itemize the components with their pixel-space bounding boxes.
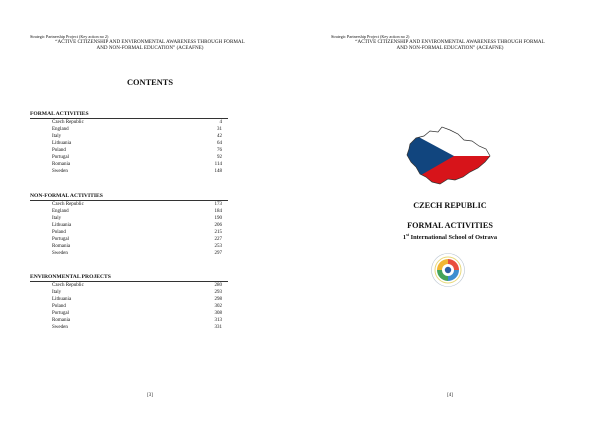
toc-row[interactable] xyxy=(52,318,222,324)
toc-entry-name: Portugal xyxy=(52,311,69,316)
toc-entry-name: England xyxy=(52,127,69,132)
toc-entry-name: Italy xyxy=(52,134,62,139)
toc-entry-page: 190 xyxy=(214,216,222,221)
toc-row[interactable] xyxy=(52,134,222,140)
toc-row[interactable] xyxy=(52,325,222,331)
toc-entry-page: 114 xyxy=(214,162,222,167)
toc-entry-page: 148 xyxy=(214,169,222,174)
contents-title: CONTENTS xyxy=(126,78,174,87)
right-page xyxy=(300,0,600,424)
header-project-title-1: “ACTIVE CITIZENSHIP AND ENVIRONMENTAL AWARENESS THROUGH FORMAL xyxy=(55,39,245,45)
school-name: International School of Ostrava xyxy=(410,234,498,242)
school-logo-image xyxy=(430,252,466,288)
toc-section-title: NON-FORMAL ACTIVITIES xyxy=(30,193,103,199)
toc-entry-name: Sweden xyxy=(52,325,68,330)
school-ordinal-suffix: st xyxy=(406,232,410,237)
toc-entry-name: Czech Republic xyxy=(52,283,84,288)
toc-entry-name: Romania xyxy=(52,244,71,249)
toc-entry-page: 92 xyxy=(217,155,222,160)
czech-map-flag-image xyxy=(402,122,492,190)
header-project-title-2: AND NON-FORMAL EDUCATION” (ACEAFNE) xyxy=(396,45,504,51)
toc-entry-name: England xyxy=(52,209,69,214)
toc-entry-name: Sweden xyxy=(52,251,68,256)
toc-row[interactable] xyxy=(52,311,222,317)
toc-entry-name: Italy xyxy=(52,216,62,221)
toc-entry-page: 298 xyxy=(214,297,222,302)
toc-entry-page: 308 xyxy=(214,311,222,316)
toc-row[interactable] xyxy=(52,304,222,310)
toc-row[interactable] xyxy=(52,251,222,257)
header-project-type: Strategic Partnership Project (Key action no 2) xyxy=(30,34,109,39)
toc-entry-name: Poland xyxy=(52,304,66,309)
toc-section-rule xyxy=(30,200,228,201)
toc-row[interactable] xyxy=(52,230,222,236)
toc-entry-page: 184 xyxy=(214,209,222,214)
toc-entry-name: Romania xyxy=(52,318,71,323)
toc-entry-page: 215 xyxy=(214,230,222,235)
toc-row[interactable] xyxy=(52,120,222,126)
toc-entry-page: 297 xyxy=(214,251,222,256)
toc-row[interactable] xyxy=(52,290,222,296)
toc-row[interactable] xyxy=(52,283,222,289)
page-number: [4] xyxy=(447,393,453,398)
toc-entry-page: 293 xyxy=(214,290,222,295)
toc-entry-page: 331 xyxy=(214,325,222,330)
toc-entry-name: Lithuania xyxy=(52,141,72,146)
toc-row[interactable] xyxy=(52,155,222,161)
toc-entry-name: Portugal xyxy=(52,155,69,160)
toc-entry-name: Italy xyxy=(52,290,62,295)
toc-section-rule xyxy=(30,281,228,282)
toc-section-rule xyxy=(30,118,228,119)
header-project-title-1: “ACTIVE CITIZENSHIP AND ENVIRONMENTAL AWARENESS THROUGH FORMAL xyxy=(355,39,545,45)
toc-entry-name: Sweden xyxy=(52,169,68,174)
section-heading: FORMAL ACTIVITIES xyxy=(407,221,493,230)
toc-entry-page: 76 xyxy=(217,148,222,153)
toc-entry-name: Czech Republic xyxy=(52,120,84,125)
toc-entry-name: Poland xyxy=(52,230,66,235)
toc-entry-page: 64 xyxy=(217,141,222,146)
toc-row[interactable] xyxy=(52,202,222,208)
toc-entry-page: 280 xyxy=(214,283,222,288)
toc-entry-page: 31 xyxy=(217,127,222,132)
toc-row[interactable] xyxy=(52,223,222,229)
header-project-title-2: AND NON-FORMAL EDUCATION” (ACEAFNE) xyxy=(96,45,204,51)
toc-row[interactable] xyxy=(52,216,222,222)
toc-row[interactable] xyxy=(52,244,222,250)
toc-row[interactable] xyxy=(52,297,222,303)
toc-entry-name: Poland xyxy=(52,148,66,153)
toc-entry-name: Lithuania xyxy=(52,223,72,228)
toc-entry-page: 302 xyxy=(214,304,222,309)
toc-row[interactable] xyxy=(52,237,222,243)
school-heading xyxy=(300,232,600,241)
toc-entry-name: Romania xyxy=(52,162,71,167)
toc-row[interactable] xyxy=(52,141,222,147)
school-ordinal: 1 xyxy=(402,234,407,242)
toc-row[interactable] xyxy=(52,162,222,168)
toc-section-title: FORMAL ACTIVITIES xyxy=(30,111,89,117)
toc-entry-page: 173 xyxy=(214,202,222,207)
toc-row[interactable] xyxy=(52,209,222,215)
toc-entry-page: 227 xyxy=(214,237,222,242)
toc-entry-page: 206 xyxy=(214,223,222,228)
toc-entry-page: 42 xyxy=(217,134,222,139)
page-number: [3] xyxy=(147,393,153,398)
toc-row[interactable] xyxy=(52,148,222,154)
toc-entry-name: Lithuania xyxy=(52,297,72,302)
header-project-type: Strategic Partnership Project (Key action no 2) xyxy=(331,34,410,39)
toc-entry-page: 4 xyxy=(219,120,222,125)
toc-entry-name: Portugal xyxy=(52,237,69,242)
toc-row[interactable] xyxy=(52,127,222,133)
toc-entry-page: 253 xyxy=(214,244,222,249)
toc-entry-name: Czech Republic xyxy=(52,202,84,207)
country-heading: CZECH REPUBLIC xyxy=(413,201,487,210)
toc-section-title: ENVIRONMENTAL PROJECTS xyxy=(30,274,111,280)
toc-row[interactable] xyxy=(52,169,222,175)
toc-entry-page: 313 xyxy=(214,318,222,323)
